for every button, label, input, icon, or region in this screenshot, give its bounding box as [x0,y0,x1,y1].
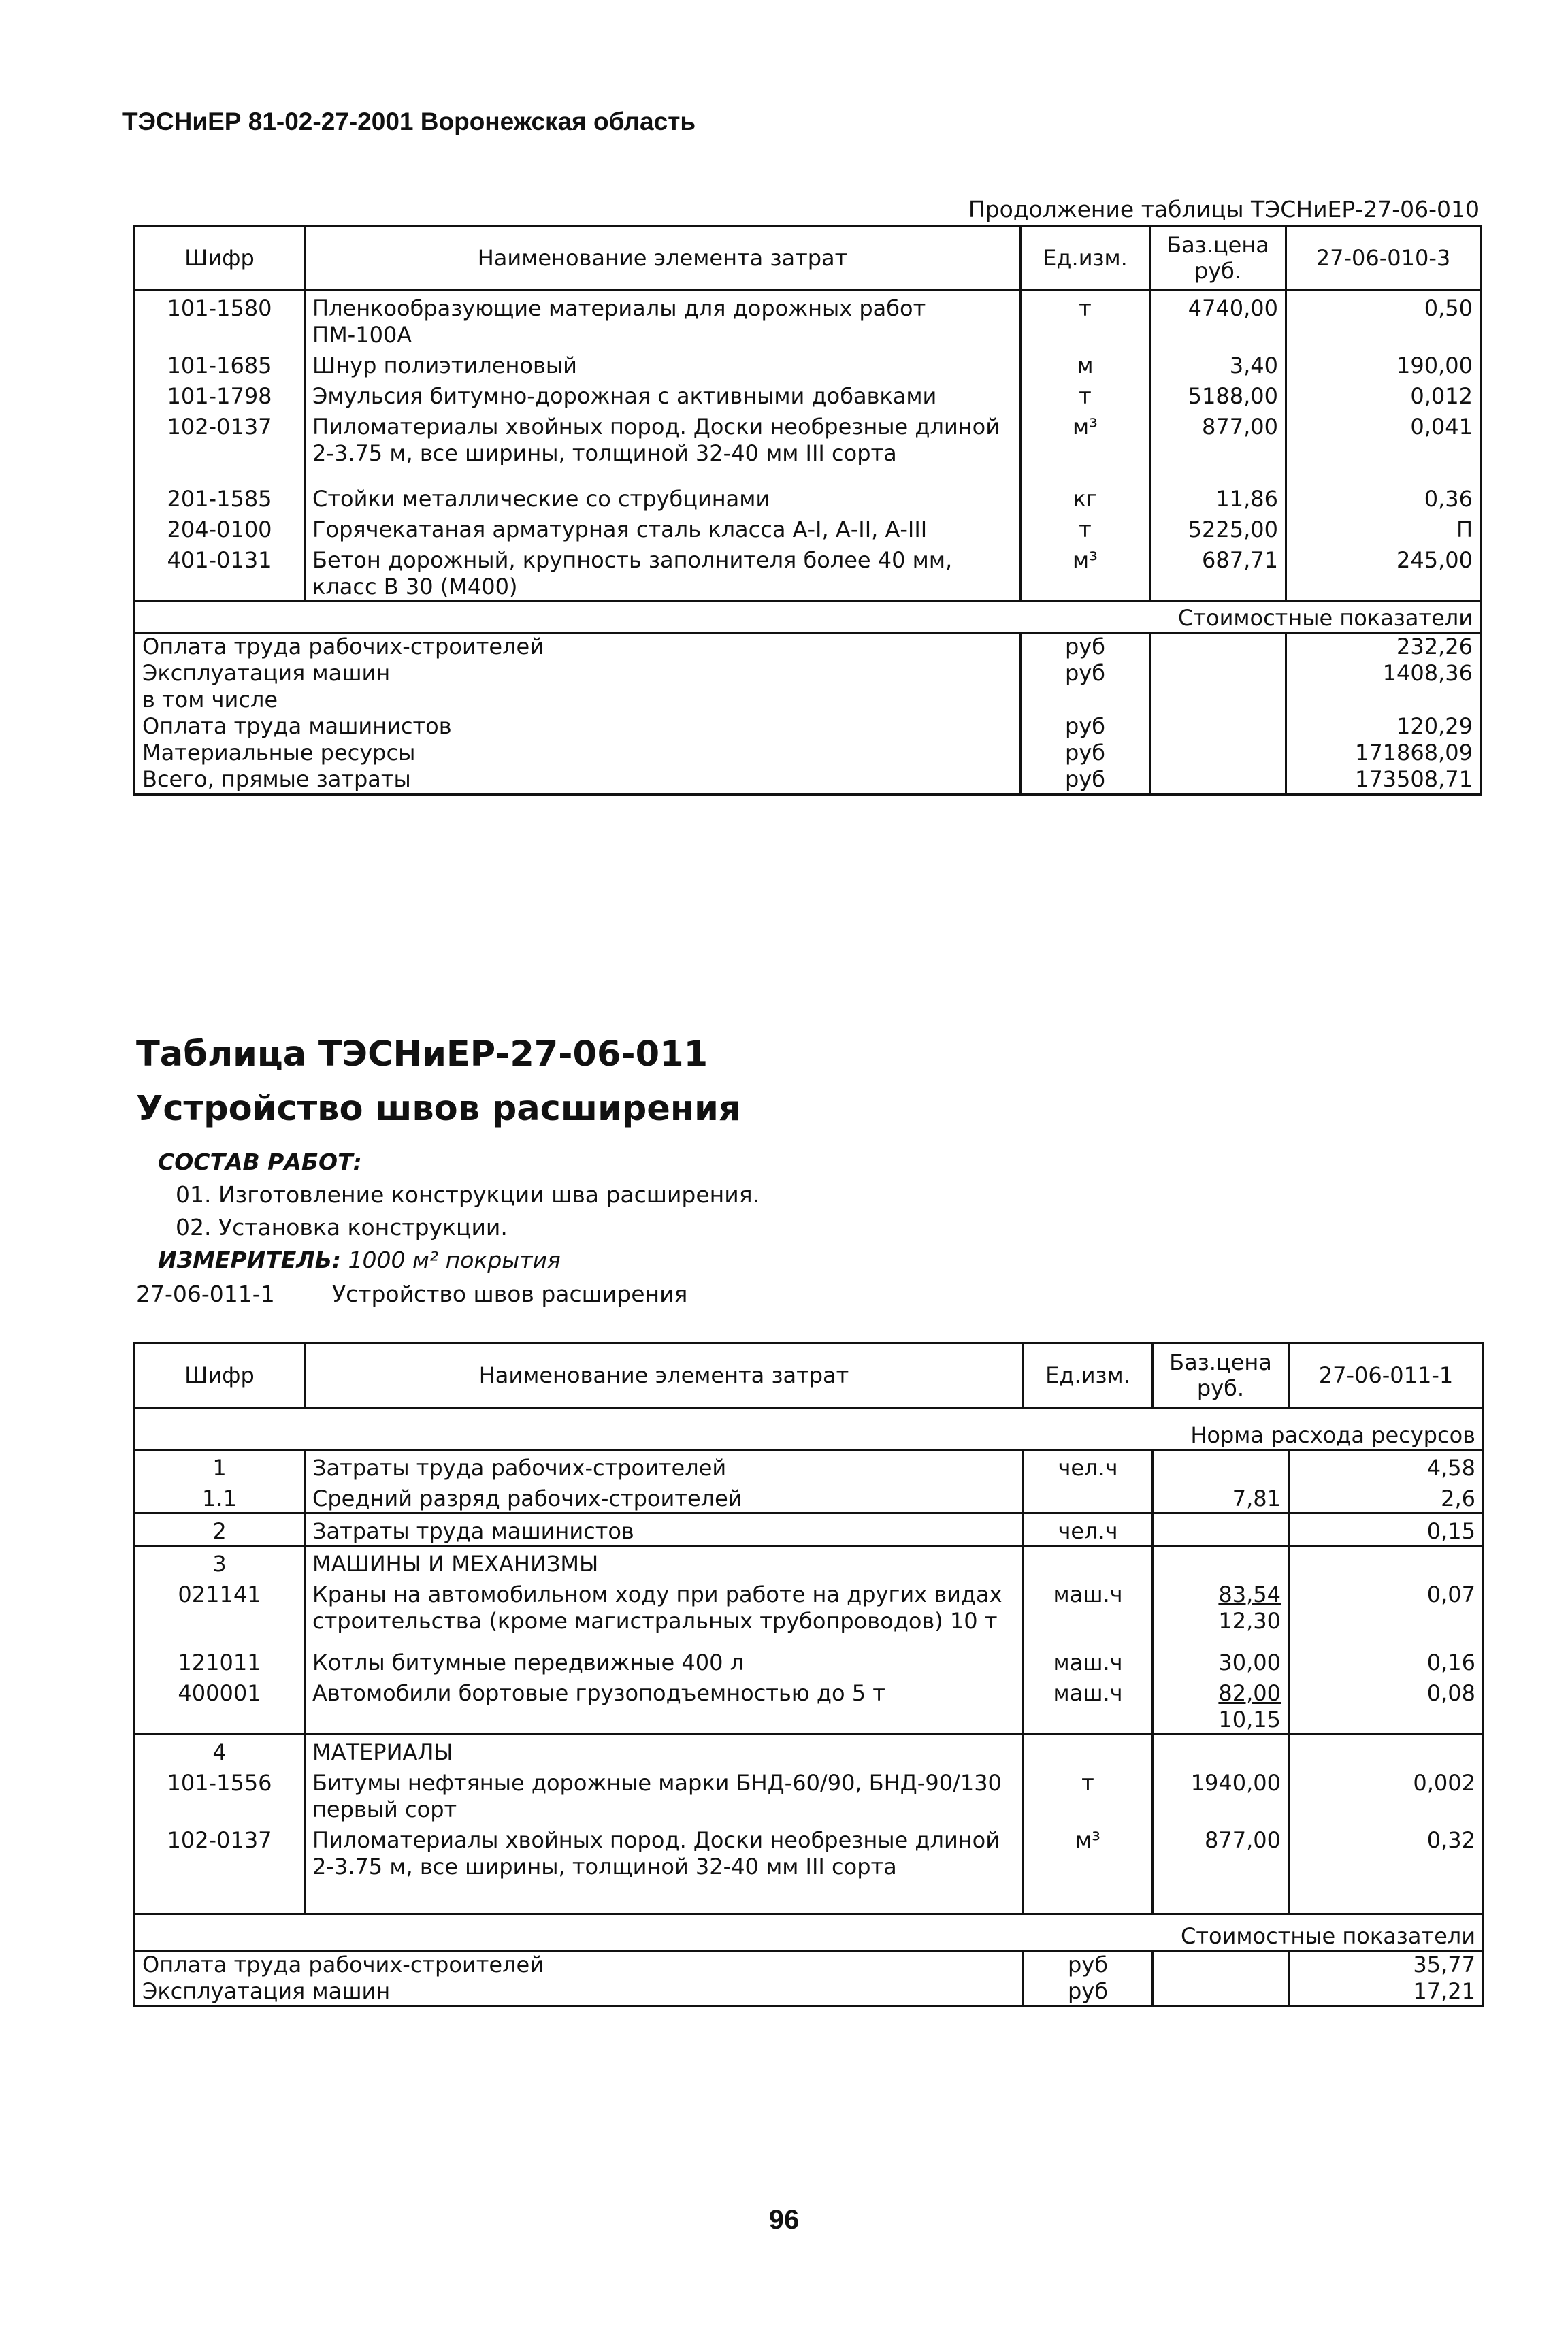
section-row [135,1546,1484,1578]
cell-qty: 0,16 [1289,1635,1484,1676]
cell-qty: 0,012 [1286,379,1481,410]
cell-name: Эмульсия битумно-дорожная с активными добавками [305,379,1021,410]
summary-row [135,687,1481,713]
summary-value: 171868,09 [1286,740,1481,766]
header-code: Шифр [135,226,305,291]
summary-row [135,713,1481,740]
work-item: 02. Установка конструкции. [176,1214,508,1241]
cell-unit: т [1021,379,1150,410]
summary-name: в том числе [135,687,1021,713]
table-row [135,1676,1484,1735]
cell-unit: т [1021,512,1150,543]
cell-unit: м³ [1021,410,1150,467]
cell-code: 1 [135,1450,305,1482]
cell-unit: кг [1021,467,1150,512]
table-header-row [135,226,1481,291]
summary-unit: руб [1021,740,1150,766]
item-name: Устройство швов расширения [332,1281,688,1307]
table-row [135,379,1481,410]
price-wage: 10,15 [1218,1707,1281,1733]
cell-code: 101-1580 [135,291,305,349]
continuation-label: Продолжение таблицы ТЭСНиЕР-27-06-010 [968,196,1480,223]
cell-name: Бетон дорожный, крупность заполнителя более 40 мм, класс В 30 (М400) [305,543,1021,602]
cell-code: 3 [135,1546,305,1578]
summary-unit: руб [1021,713,1150,740]
summary-row [135,633,1481,661]
work-item: 01. Изготовление конструкции шва расширения. [176,1181,760,1208]
table-row [135,348,1481,379]
cell-code: 401-0131 [135,543,305,602]
cell-name: Средний разряд рабочих-строителей [305,1481,1024,1513]
table-row [135,1481,1484,1513]
header-name: Наименование элемента затрат [305,226,1021,291]
cell-unit: т [1024,1766,1153,1823]
cell-unit [1024,1481,1153,1513]
cell-name: Пиломатериалы хвойных пород. Доски необрезные длиной 2-3.75 м, все ширины, толщиной 32-40 мм III сорта [305,1823,1024,1914]
norm-label-row [135,1408,1484,1450]
cost-label-row [135,1914,1484,1951]
summary-name: Всего, прямые затраты [135,766,1021,794]
summary-name: Оплата труда рабочих-строителей [135,633,1021,661]
cell-name: Котлы битумные передвижные 400 л [305,1635,1024,1676]
page-header: ТЭСНиЕР 81-02-27-2001 Воронежская область [122,108,696,135]
cell-qty: 0,07 [1289,1577,1484,1635]
cell-price: 5188,00 [1150,379,1286,410]
table-subtitle: Устройство швов расширения [136,1089,741,1129]
summary-value: 35,77 [1289,1951,1484,1979]
cell-code: 102-0137 [135,410,305,467]
cell-code: 101-1798 [135,379,305,410]
cell-code: 101-1556 [135,1766,305,1823]
cell-price: 1940,00 [1153,1766,1289,1823]
cell-price [1153,1450,1289,1482]
cell-price: 3,40 [1150,348,1286,379]
header-price: Баз.цена руб. [1153,1343,1289,1408]
summary-row [135,766,1481,794]
cell-name: МАШИНЫ И МЕХАНИЗМЫ [305,1546,1024,1578]
header-norm: 27-06-010-3 [1286,226,1481,291]
cell-price [1153,1513,1289,1546]
summary-row [135,740,1481,766]
header-norm: 27-06-011-1 [1289,1343,1484,1408]
table-row [135,1823,1484,1914]
price-main: 82,00 [1218,1680,1281,1706]
cell-name: Краны на автомобильном ходу при работе на других видах строительства (кроме магистральных трубопроводов) 10 т [305,1577,1024,1635]
cell-name: Битумы нефтяные дорожные марки БНД-60/90, БНД-90/130 первый сорт [305,1766,1024,1823]
summary-row [135,1978,1484,2006]
cell-qty: 2,6 [1289,1481,1484,1513]
summary-name: Эксплуатация машин [135,1978,1024,2006]
header-name: Наименование элемента затрат [305,1343,1024,1408]
cell-price [1153,1577,1289,1635]
table-row [135,1513,1484,1546]
table-title: Таблица ТЭСНиЕР-27-06-011 [136,1034,708,1075]
meter-label: ИЗМЕРИТЕЛЬ: [158,1247,342,1273]
summary-value: 1408,36 [1286,660,1481,687]
cell-code: 101-1685 [135,348,305,379]
meter-value: 1000 м² покрытия [348,1247,561,1273]
cell-name: Затраты труда машинистов [305,1513,1024,1546]
cell-qty: 0,15 [1289,1513,1484,1546]
norm-label: Норма расхода ресурсов [135,1408,1484,1450]
price-main: 83,54 [1218,1581,1281,1607]
cell-price: 30,00 [1153,1635,1289,1676]
cell-unit: чел.ч [1024,1450,1153,1482]
table-row [135,1577,1484,1635]
summary-name: Эксплуатация машин [135,660,1021,687]
summary-unit: руб [1021,660,1150,687]
cell-qty: П [1286,512,1481,543]
cell-name: Шнур полиэтиленовый [305,348,1021,379]
cell-name: Затраты труда рабочих-строителей [305,1450,1024,1482]
cell-price: 4740,00 [1150,291,1286,349]
cell-price: 877,00 [1153,1823,1289,1914]
table-row [135,291,1481,349]
resource-table-1 [133,225,1482,796]
meter-line [158,1247,561,1273]
cell-price: 687,71 [1150,543,1286,602]
table-row [135,467,1481,512]
cell-code: 4 [135,1735,305,1767]
cell-price: 11,86 [1150,467,1286,512]
cell-name: МАТЕРИАЛЫ [305,1735,1024,1767]
summary-name: Оплата труда рабочих-строителей [135,1951,1024,1979]
summary-value: 17,21 [1289,1978,1484,2006]
cell-price: 7,81 [1153,1481,1289,1513]
cost-label: Стоимостные показатели [135,1914,1484,1951]
cell-name: Горячекатаная арматурная сталь класса А-I, А-II, А-III [305,512,1021,543]
work-composition-label: СОСТАВ РАБОТ: [158,1149,362,1175]
cell-unit: м [1021,348,1150,379]
cell-name: Стойки металлические со струбцинами [305,467,1021,512]
item-code: 27-06-011-1 [136,1281,275,1307]
header-unit: Ед.изм. [1021,226,1150,291]
price-wage: 12,30 [1218,1608,1281,1634]
table-row [135,1766,1484,1823]
summary-name: Материальные ресурсы [135,740,1021,766]
cell-qty: 0,50 [1286,291,1481,349]
table-row [135,543,1481,602]
cell-name: Пленкообразующие материалы для дорожных работ ПМ-100А [305,291,1021,349]
cell-price [1153,1676,1289,1735]
table-header-row [135,1343,1484,1408]
summary-row [135,1951,1484,1979]
table-row [135,512,1481,543]
summary-unit: руб [1021,633,1150,661]
summary-value: 120,29 [1286,713,1481,740]
cell-code: 021141 [135,1577,305,1635]
cell-code: 102-0137 [135,1823,305,1914]
cell-name: Автомобили бортовые грузоподъемностью до 5 т [305,1676,1024,1735]
cell-code: 121011 [135,1635,305,1676]
summary-unit: руб [1024,1951,1153,1979]
cell-code: 1.1 [135,1481,305,1513]
cell-code: 204-0100 [135,512,305,543]
cell-price: 877,00 [1150,410,1286,467]
cell-name: Пиломатериалы хвойных пород. Доски необрезные длиной 2-3.75 м, все ширины, толщиной 32-40 мм III сорта [305,410,1021,467]
header-price: Баз.цена руб. [1150,226,1286,291]
cell-price: 5225,00 [1150,512,1286,543]
cell-unit: чел.ч [1024,1513,1153,1546]
cell-unit: маш.ч [1024,1577,1153,1635]
table-row [135,1635,1484,1676]
cell-qty: 4,58 [1289,1450,1484,1482]
cell-unit: м³ [1021,543,1150,602]
summary-unit: руб [1021,766,1150,794]
cell-unit: м³ [1024,1823,1153,1914]
page-number: 96 [768,2205,800,2235]
cell-qty: 0,32 [1289,1823,1484,1914]
summary-unit: руб [1024,1978,1153,2006]
cell-code: 201-1585 [135,467,305,512]
cell-qty: 0,08 [1289,1676,1484,1735]
summary-name: Оплата труда машинистов [135,713,1021,740]
section-row [135,1735,1484,1767]
summary-value: 173508,71 [1286,766,1481,794]
header-unit: Ед.изм. [1024,1343,1153,1408]
cell-qty: 0,041 [1286,410,1481,467]
cell-unit: т [1021,291,1150,349]
cell-code: 2 [135,1513,305,1546]
cell-unit: маш.ч [1024,1635,1153,1676]
cell-qty: 190,00 [1286,348,1481,379]
cell-unit: маш.ч [1024,1676,1153,1735]
cell-code: 400001 [135,1676,305,1735]
table-row [135,410,1481,467]
summary-value: 232,26 [1286,633,1481,661]
table-row [135,1450,1484,1482]
summary-row [135,660,1481,687]
cell-qty: 0,36 [1286,467,1481,512]
cell-qty: 0,002 [1289,1766,1484,1823]
cost-label: Стоимостные показатели [135,602,1481,633]
cell-qty: 245,00 [1286,543,1481,602]
resource-table-2 [133,1342,1484,2007]
header-code: Шифр [135,1343,305,1408]
cost-label-row [135,602,1481,633]
